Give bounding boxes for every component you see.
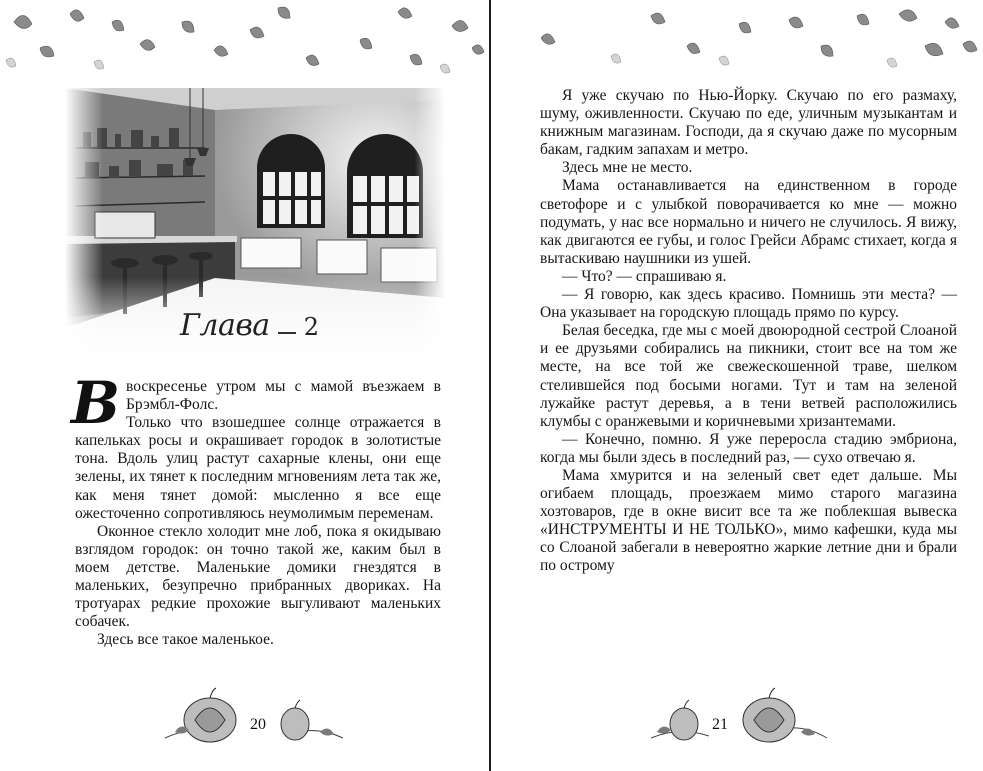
paragraph: Только что взошедшее солнце отражается в капельках росы и окрашивает городок в золотистые тона. Вдоль улиц растут сахарные клены, они еще зелены, их тянет к последним мгновениям лета так же, как меня тянет домой: мысленно я все еще ожесточенно сопротивляюсь неумолимым переменам. <box>75 414 441 522</box>
paragraph: — Что? — спрашиваю я. <box>562 267 727 285</box>
left-body-text <box>71 369 441 649</box>
chapter-flourish <box>278 332 296 334</box>
page-number: 20 <box>250 716 266 733</box>
chapter-heading <box>180 308 380 358</box>
paragraph: — Я говорю, как здесь красиво. Помнишь эти места? — Она указывает на городскую площадь прямо по курсу. <box>540 286 957 322</box>
right-folio <box>639 676 839 756</box>
left-page <box>0 0 489 771</box>
paragraph: Здесь все такое маленькое. <box>97 631 274 649</box>
chapter-word: Глава <box>180 308 270 343</box>
pumpkin-ornament <box>639 676 839 756</box>
falling-leaves-decoration <box>0 0 489 95</box>
paragraph: Мама хмурится и на зеленый свет едет дальше. Мы огибаем площадь, проезжаем мимо старого магазина хозтоваров, где в окне висит все та же поблекшая вывеска «ИНСТРУМЕНТЫ И НЕ ТОЛЬКО», мимо кафешки, куда мы со Слоаной забегали в невероятно жаркие летние дни и брали по острому <box>540 466 957 575</box>
right-body-text <box>540 87 957 576</box>
paragraph: Я уже скучаю по Нью-Йорку. Скучаю по его размаху, шуму, оживленности. Скучаю по еде, уличным музыкантам и книжным магазинам. Господи, да я скучаю даже по мусорным бакам, гадким запахам и метро. <box>540 87 957 159</box>
paragraph: Мама останавливается на единственном в городе светофоре и с улыбкой поворачивается ко мне — можно подумать, у нас все нормально и ничего не случилось. Я вижу, как двигаются ее губы, и голос Грейси Абрамс стихает, когда я вытаскиваю наушники из ушей. <box>540 177 957 267</box>
falling-leaves-decoration <box>491 0 983 95</box>
paragraph: — Конечно, помню. Я уже переросла стадию эмбриона, когда мы были здесь в последний раз, — сухо отвечаю я. <box>540 430 957 466</box>
paragraph: Оконное стекло холодит мне лоб, пока я окидываю взглядом городок: он точно такой же, каким был в моем детстве. Маленькие домики гнездятся в маленьких, безупречно прибранных двориках. На тротуарах редкие прохожие выгуливают маленьких собачек. <box>75 522 441 631</box>
paragraph: Белая беседка, где мы с моей двоюродной сестрой Слоаной и ее друзьями собирались на пикники, стоит все на том же месте, на все той же свежескошенной траве, шелком стелившейся под босыми ногами. Тут и там на зеленой лужайке растут деревья, а в тени ветвей расположились клумбы с оранжевыми и коричневыми хризантемами. <box>540 322 957 430</box>
dropcap-letter: В <box>71 369 121 437</box>
opening-text: воскресенье утром мы с мамой въезжаем в Брэмбл-Фолс. <box>126 378 441 414</box>
page-number: 21 <box>712 716 728 733</box>
opening-paragraph <box>71 369 441 437</box>
chapter-number: 2 <box>303 313 319 341</box>
paragraph: Здесь мне не место. <box>562 159 693 177</box>
left-folio <box>155 676 355 756</box>
right-page <box>491 0 983 771</box>
